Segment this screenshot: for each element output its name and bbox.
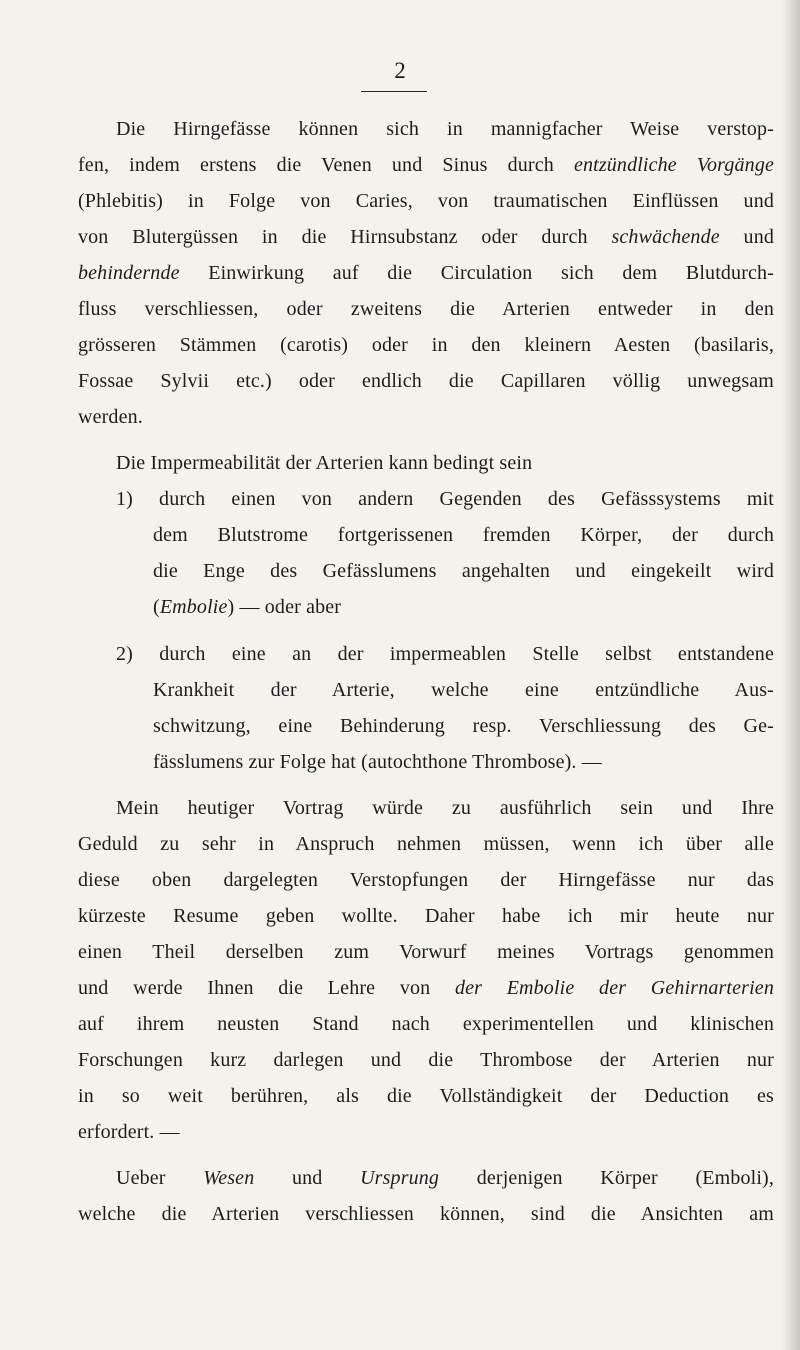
text-line: (Phlebitis) in Folge von Caries, von traumatischen Einflüssen und (78, 190, 774, 212)
text-line: erfordert. — (78, 1121, 180, 1143)
text-line: behindernde Einwirkung auf die Circulation sich dem Blutdurch- (78, 262, 774, 284)
text-line: in so weit berühren, als die Vollständigkeit der Deduction es (78, 1085, 774, 1107)
list-item-2: 2) durch eine an der impermeablen Stelle selbst entstandene (116, 643, 774, 665)
text-line: werden. (78, 406, 143, 428)
text-line: fluss verschliessen, oder zweitens die Arterien entweder in den (78, 298, 774, 320)
text-line: fen, indem erstens die Venen und Sinus durch entzündliche Vorgänge (78, 154, 774, 176)
text-line: einen Theil derselben zum Vorwurf meines Vortrags genommen (78, 941, 774, 963)
page-number: 2 (394, 58, 406, 83)
text-line: welche die Arterien verschliessen können, sind die Ansichten am (78, 1203, 774, 1225)
text-line: dem Blutstrome fortgerissenen fremden Körper, der durch (153, 524, 774, 546)
header-rule (361, 91, 427, 92)
page-edge-shadow (782, 0, 800, 1350)
text-line: Krankheit der Arterie, welche eine entzündliche Aus- (153, 679, 774, 701)
text-line: diese oben dargelegten Verstopfungen der Hirngefässe nur das (78, 869, 774, 891)
list-item-1: 1) durch einen von andern Gegenden des Gefässsystems mit (116, 488, 774, 510)
text-line: auf ihrem neusten Stand nach experimentellen und klinischen (78, 1013, 774, 1035)
text-line: Die Hirngefässe können sich in mannigfacher Weise verstop- (116, 118, 774, 140)
text-line: schwitzung, eine Behinderung resp. Verschliessung des Ge- (153, 715, 774, 737)
text-line: von Blutergüssen in die Hirnsubstanz oder durch schwächende und (78, 226, 775, 248)
text-line: Geduld zu sehr in Anspruch nehmen müssen, wenn ich über alle (78, 833, 774, 855)
text-line: die Enge des Gefässlumens angehalten und eingekeilt wird (153, 560, 774, 582)
text-line: Die Impermeabilität der Arterien kann bedingt sein (116, 452, 533, 474)
text-line: kürzeste Resume geben wollte. Daher habe ich mir heute nur (78, 905, 774, 927)
text-line: Fossae Sylvii etc.) oder endlich die Capillaren völlig unwegsam (78, 370, 774, 392)
text-line: Mein heutiger Vortrag würde zu ausführlich sein und Ihre (116, 797, 774, 819)
text-line: Ueber Wesen und Ursprung derjenigen Körper (Emboli), (116, 1167, 774, 1189)
text-line: Forschungen kurz darlegen und die Thrombose der Arterien nur (78, 1049, 774, 1071)
text-line: grösseren Stämmen (carotis) oder in den kleinern Aesten (basilaris, (78, 334, 774, 356)
text-line: fässlumens zur Folge hat (autochthone Thrombose). — (153, 751, 602, 773)
text-line: und werde Ihnen die Lehre von der Embolie der Gehirnarterien (78, 977, 774, 999)
text-line: (Embolie) — oder aber (153, 596, 342, 618)
